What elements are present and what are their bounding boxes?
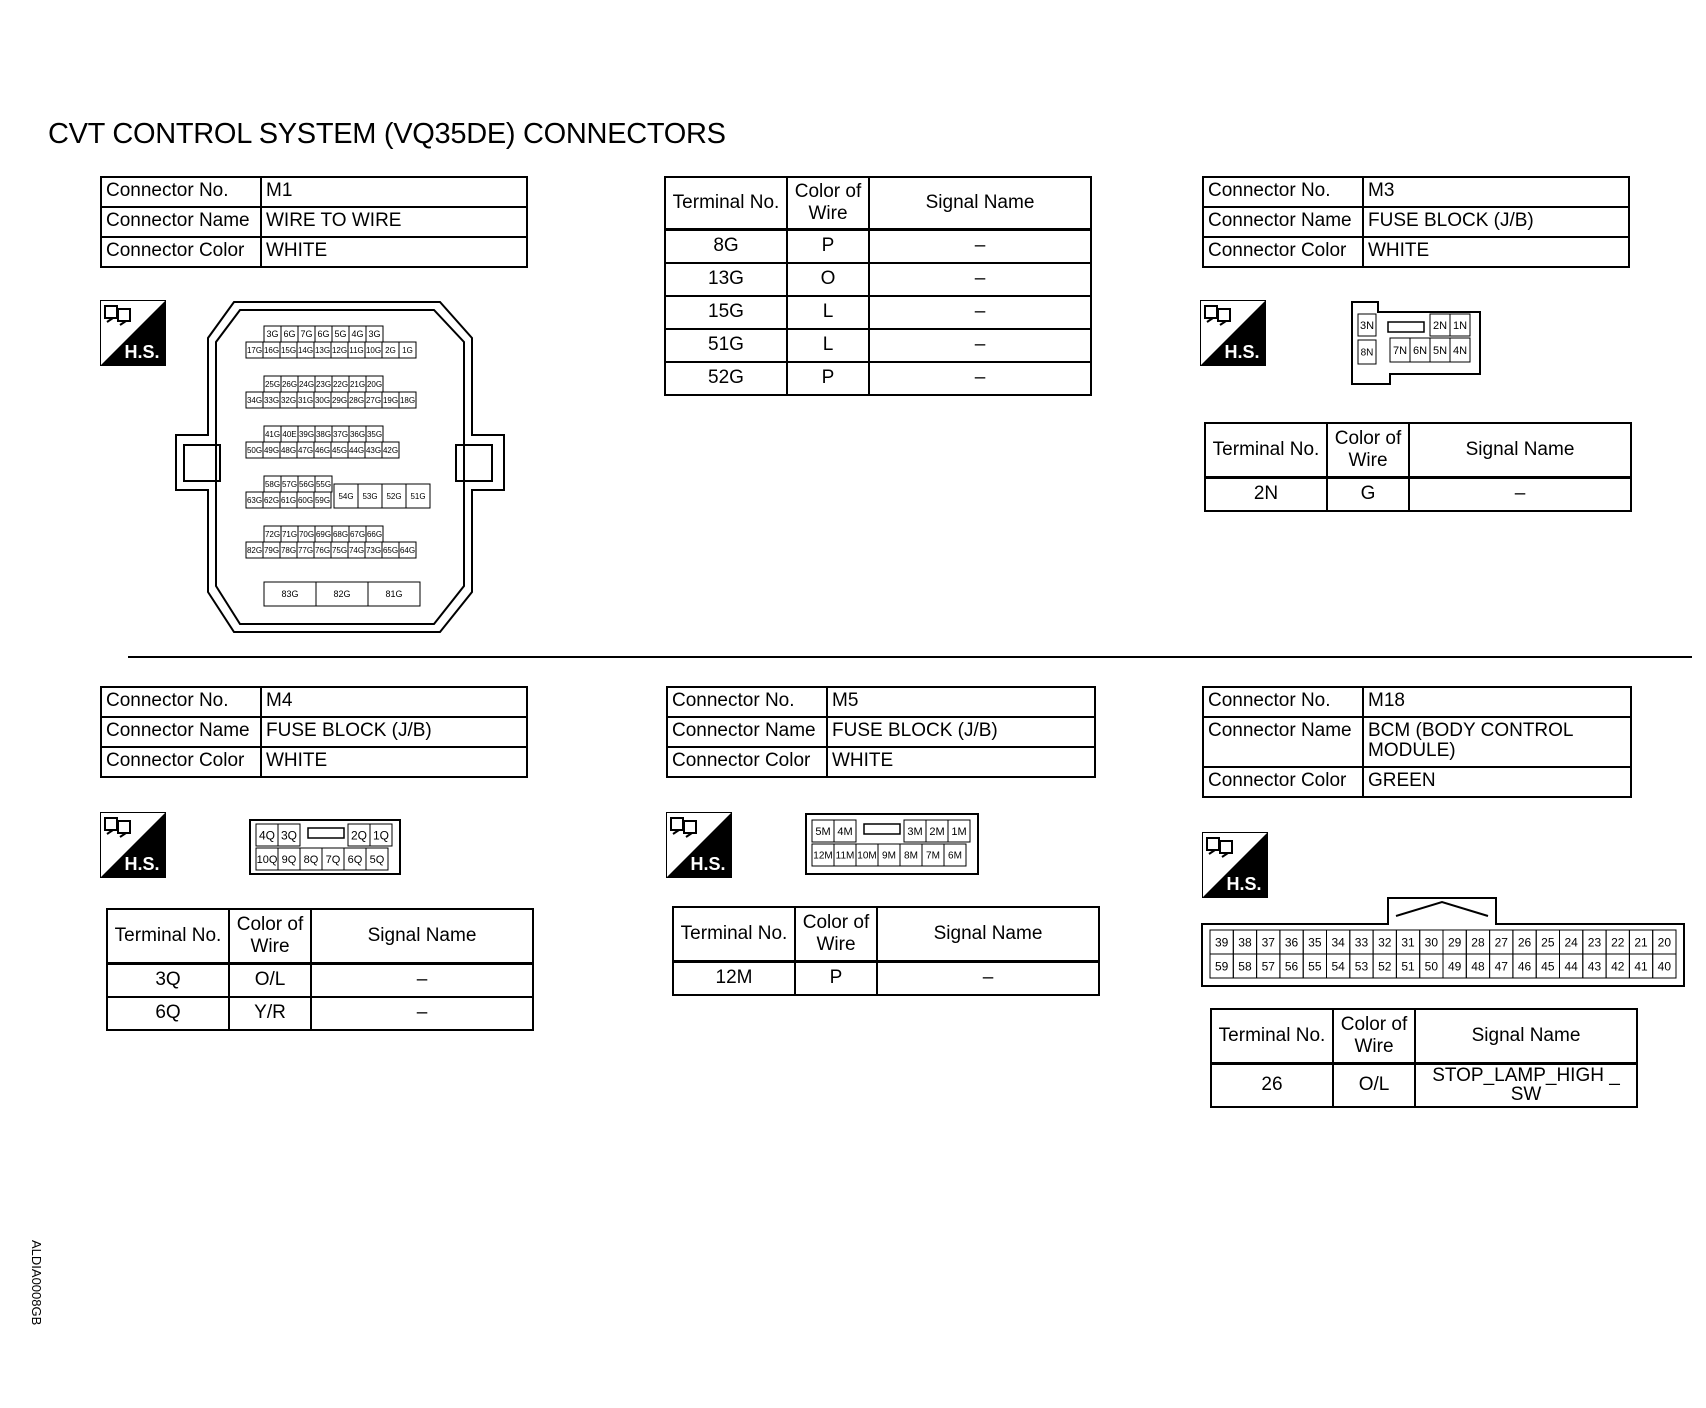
wire-color: O/L xyxy=(229,963,311,997)
pin-label: 27 xyxy=(1494,935,1508,950)
header-color-of-wire: Color of Wire xyxy=(1333,1009,1415,1063)
pin-label: 55G xyxy=(315,479,332,489)
pin-label: 33 xyxy=(1354,935,1369,950)
pin-label: 47G xyxy=(297,445,314,455)
pin-label: 22 xyxy=(1611,935,1625,950)
hs-label: H.S. xyxy=(124,854,160,874)
pin-label: 67G xyxy=(349,529,366,539)
pin-label: 54G xyxy=(338,491,354,501)
table-row xyxy=(665,296,1091,329)
pin-label: 6G xyxy=(317,329,330,340)
label-connector-no: Connector No. xyxy=(101,687,261,717)
pin-label: 4Q xyxy=(258,828,276,843)
pin-label: 58G xyxy=(264,479,281,489)
pin-label: 1M xyxy=(951,825,967,838)
pin-label: 53G xyxy=(362,491,378,501)
connector-info-m5 xyxy=(666,686,1096,778)
wire-color: L xyxy=(787,296,869,329)
connector-face-m5 xyxy=(804,812,980,876)
terminal-no: 6Q xyxy=(107,997,229,1030)
pin-label: 64G xyxy=(399,545,416,555)
wire-color: Y/R xyxy=(229,997,311,1030)
header-signal-name: Signal Name xyxy=(311,909,533,963)
pin-label: 82G xyxy=(333,589,351,600)
pin-label: 27G xyxy=(365,395,382,405)
hs-label: H.S. xyxy=(1226,874,1262,894)
pin-label: 59G xyxy=(314,495,331,505)
connector-info-m1 xyxy=(100,176,528,268)
label-connector-name: Connector Name xyxy=(667,717,827,747)
connector-no-value: M3 xyxy=(1363,177,1629,207)
pin-label: 8N xyxy=(1360,347,1374,359)
pin-label: 57 xyxy=(1261,959,1275,974)
pin-label: 7N xyxy=(1392,344,1408,357)
pin-label: 21G xyxy=(349,379,366,389)
pin-label: 5M xyxy=(815,825,831,838)
pin-label: 20G xyxy=(366,379,383,389)
pin-label: 46 xyxy=(1517,959,1532,974)
pin-label: 58 xyxy=(1238,959,1252,974)
connector-no-value: M18 xyxy=(1363,687,1631,717)
pin-label: 23G xyxy=(315,379,332,389)
pin-label: 36G xyxy=(349,429,366,439)
pin-label: 81G xyxy=(385,589,403,600)
pin-label: 29G xyxy=(331,395,348,405)
terminal-no: 2N xyxy=(1205,477,1327,511)
pin-label: 26G xyxy=(281,379,298,389)
pin-label: 12M xyxy=(813,850,833,862)
header-terminal-no: Terminal No. xyxy=(107,909,229,963)
pin-label: 6N xyxy=(1412,344,1428,357)
signal-name: – xyxy=(877,961,1099,995)
pin-label: 45G xyxy=(331,445,348,455)
pin-label: 41G xyxy=(264,429,281,439)
header-signal-name: Signal Name xyxy=(869,177,1091,229)
pin-label: 29 xyxy=(1447,935,1462,950)
pin-label: 38G xyxy=(315,429,332,439)
header-color-of-wire: Color of Wire xyxy=(795,907,877,961)
connector-face-m1 xyxy=(172,300,512,636)
pin-label: 36 xyxy=(1284,935,1299,950)
signal-name: – xyxy=(869,329,1091,362)
pin-label: 24G xyxy=(298,379,315,389)
connector-no-value: M5 xyxy=(827,687,1095,717)
label-connector-no: Connector No. xyxy=(1203,687,1363,717)
pin-label: 74G xyxy=(348,545,365,555)
pin-label: 28 xyxy=(1471,935,1485,950)
terminal-no: 12M xyxy=(673,961,795,995)
pin-label: 47 xyxy=(1494,959,1508,974)
pin-label: 37 xyxy=(1261,935,1275,950)
pin-label: 3N xyxy=(1359,319,1375,332)
header-color-of-wire: Color of Wire xyxy=(787,177,869,229)
pin-label: 1N xyxy=(1452,319,1468,332)
pin-label: 4N xyxy=(1452,344,1468,357)
pin-label: 37G xyxy=(332,429,349,439)
pin-label: 44G xyxy=(348,445,365,455)
wire-color: P xyxy=(795,961,877,995)
header-terminal-no: Terminal No. xyxy=(665,177,787,229)
pin-label: 2M xyxy=(929,825,945,838)
pin-label: 55 xyxy=(1308,959,1322,974)
hs-label: H.S. xyxy=(124,342,160,362)
header-signal-name: Signal Name xyxy=(1409,423,1631,477)
pin-label: 10Q xyxy=(256,853,278,866)
pin-label: 3G xyxy=(368,329,381,340)
wire-color: O/L xyxy=(1333,1063,1415,1107)
header-terminal-no: Terminal No. xyxy=(1205,423,1327,477)
terminal-no: 3Q xyxy=(107,963,229,997)
pin-label: 7M xyxy=(926,850,940,862)
signal-name: – xyxy=(869,229,1091,263)
pin-label: 23 xyxy=(1587,935,1602,950)
pin-label: 51G xyxy=(410,491,426,501)
signal-name: – xyxy=(1409,477,1631,511)
connector-name-value: FUSE BLOCK (J/B) xyxy=(827,717,1095,747)
table-row xyxy=(1211,1063,1637,1107)
pin-label: 10M xyxy=(857,850,877,862)
pin-label: 15G xyxy=(280,345,297,355)
pin-label: 34 xyxy=(1331,935,1345,950)
pin-label: 30G xyxy=(314,395,331,405)
pin-label: 8Q xyxy=(303,853,319,866)
pin-label: 3Q xyxy=(280,828,298,843)
label-connector-color: Connector Color xyxy=(101,747,261,777)
pin-label: 79G xyxy=(263,545,280,555)
pin-label: 42G xyxy=(382,445,399,455)
table-row xyxy=(107,963,533,997)
pin-label: 30 xyxy=(1424,935,1439,950)
header-terminal-no: Terminal No. xyxy=(1211,1009,1333,1063)
terminal-table-m4 xyxy=(106,908,534,1031)
pin-label: 6G xyxy=(283,329,296,340)
signal-name: STOP_LAMP_HIGH _ SW xyxy=(1415,1063,1637,1107)
wire-color: P xyxy=(787,229,869,263)
pin-label: 6Q xyxy=(347,853,363,866)
pin-label: 10G xyxy=(365,345,382,355)
connector-face-m4 xyxy=(248,818,402,876)
pin-label: 12G xyxy=(331,345,348,355)
header-signal-name: Signal Name xyxy=(1415,1009,1637,1063)
connector-name-value: WIRE TO WIRE xyxy=(261,207,527,237)
wire-color: G xyxy=(1327,477,1409,511)
pin-label: 59 xyxy=(1214,959,1229,974)
pin-label: 51 xyxy=(1401,959,1415,974)
pin-label: 41 xyxy=(1634,959,1648,974)
pin-label: 48G xyxy=(280,445,297,455)
hs-icon xyxy=(1200,300,1266,366)
pin-label: 35G xyxy=(366,429,383,439)
connector-name-value: FUSE BLOCK (J/B) xyxy=(1363,207,1629,237)
wire-color: O xyxy=(787,263,869,296)
pin-label: 77G xyxy=(297,545,314,555)
pin-label: 22G xyxy=(332,379,349,389)
signal-name: – xyxy=(311,963,533,997)
page-title: CVT CONTROL SYSTEM (VQ35DE) CONNECTORS xyxy=(48,118,726,150)
pin-label: 73G xyxy=(365,545,382,555)
pin-label: 3G xyxy=(266,329,279,340)
signal-name: – xyxy=(869,263,1091,296)
pin-label: 31 xyxy=(1401,935,1415,950)
pin-label: 6M xyxy=(948,850,962,862)
pin-label: 52 xyxy=(1378,959,1392,974)
pin-label: 4G xyxy=(351,329,364,340)
pin-label: 49G xyxy=(263,445,280,455)
pin-label: 45 xyxy=(1541,959,1555,974)
header-color-of-wire: Color of Wire xyxy=(1327,423,1409,477)
pin-label: 33G xyxy=(263,395,280,405)
wire-color: L xyxy=(787,329,869,362)
signal-name: – xyxy=(869,296,1091,329)
pin-label: 60G xyxy=(297,495,314,505)
pin-label: 39G xyxy=(298,429,315,439)
pin-label: 72G xyxy=(264,529,281,539)
pin-label: 18G xyxy=(399,395,416,405)
pin-label: 46G xyxy=(314,445,331,455)
pin-label: 76G xyxy=(314,545,331,555)
pin-label: 2N xyxy=(1432,319,1448,332)
pin-label: 43 xyxy=(1587,959,1602,974)
pin-label: 35 xyxy=(1308,935,1322,950)
connector-face-m18 xyxy=(1200,896,1686,988)
terminal-table-m18 xyxy=(1210,1008,1638,1108)
pin-label: 9Q xyxy=(281,853,297,866)
pin-label: 78G xyxy=(280,545,297,555)
table-row xyxy=(665,263,1091,296)
label-connector-name: Connector Name xyxy=(101,717,261,747)
pin-label: 57G xyxy=(281,479,298,489)
label-connector-name: Connector Name xyxy=(1203,717,1363,767)
hs-icon xyxy=(100,812,166,878)
wire-color: P xyxy=(787,362,869,395)
pin-label: 17G xyxy=(246,345,263,355)
pin-label: 3M xyxy=(907,825,923,838)
pin-label: 40 xyxy=(1657,959,1672,974)
connector-no-value: M4 xyxy=(261,687,527,717)
pin-label: 75G xyxy=(331,545,348,555)
label-connector-no: Connector No. xyxy=(1203,177,1363,207)
label-connector-color: Connector Color xyxy=(1203,767,1363,797)
document-code: ALDIA0008GB xyxy=(29,1240,44,1326)
terminal-no: 26 xyxy=(1211,1063,1333,1107)
connector-no-value: M1 xyxy=(261,177,527,207)
pin-label: 14G xyxy=(297,345,314,355)
pin-label: 56 xyxy=(1284,959,1299,974)
pin-label: 82G xyxy=(246,545,263,555)
pin-label: 11M xyxy=(835,850,855,862)
label-connector-no: Connector No. xyxy=(101,177,261,207)
pin-label: 62G xyxy=(263,495,280,505)
connector-info-m4 xyxy=(100,686,528,778)
connector-color-value: WHITE xyxy=(827,747,1095,777)
header-terminal-no: Terminal No. xyxy=(673,907,795,961)
pin-label: 5N xyxy=(1432,344,1448,357)
connector-name-value: FUSE BLOCK (J/B) xyxy=(261,717,527,747)
connector-name-value: BCM (BODY CONTROL MODULE) xyxy=(1363,717,1631,767)
pin-label: 4M xyxy=(837,825,853,838)
terminal-no: 15G xyxy=(665,296,787,329)
terminal-table-m1 xyxy=(664,176,1092,396)
pin-label: 43G xyxy=(365,445,382,455)
pin-label: 52G xyxy=(386,491,402,501)
connector-color-value: WHITE xyxy=(261,747,527,777)
section-divider xyxy=(128,656,1692,658)
pin-label: 38 xyxy=(1238,935,1252,950)
pin-label: 1Q xyxy=(372,828,390,843)
connector-color-value: GREEN xyxy=(1363,767,1631,797)
connector-color-value: WHITE xyxy=(1363,237,1629,267)
pin-label: 28G xyxy=(348,395,365,405)
terminal-no: 51G xyxy=(665,329,787,362)
pin-label: 32 xyxy=(1378,935,1392,950)
connector-face-m3 xyxy=(1350,300,1484,386)
table-row xyxy=(1205,477,1631,511)
pin-label: 13G xyxy=(314,345,331,355)
hs-icon xyxy=(1202,832,1268,898)
pin-label: 61G xyxy=(280,495,297,505)
pin-label: 25 xyxy=(1541,935,1555,950)
pin-label: 32G xyxy=(280,395,297,405)
pin-label: 8M xyxy=(904,850,918,862)
terminal-no: 52G xyxy=(665,362,787,395)
pin-label: 16G xyxy=(263,345,280,355)
pin-label: 50G xyxy=(246,445,263,455)
label-connector-no: Connector No. xyxy=(667,687,827,717)
pin-label: 42 xyxy=(1611,959,1625,974)
pin-label: 48 xyxy=(1471,959,1485,974)
terminal-no: 13G xyxy=(665,263,787,296)
pin-label: 1G xyxy=(402,345,413,355)
hs-label: H.S. xyxy=(690,854,726,874)
hs-label: H.S. xyxy=(1224,342,1260,362)
pin-label: 11G xyxy=(349,345,364,355)
pin-label: 7Q xyxy=(325,853,341,866)
table-row xyxy=(107,997,533,1030)
table-row xyxy=(665,362,1091,395)
label-connector-name: Connector Name xyxy=(101,207,261,237)
pin-label: 39 xyxy=(1214,935,1229,950)
pin-label: 66G xyxy=(366,529,383,539)
pin-label: 34G xyxy=(246,395,263,405)
pin-label: 2Q xyxy=(350,828,368,843)
pin-label: 20 xyxy=(1657,935,1672,950)
pin-label: 49 xyxy=(1447,959,1462,974)
pin-label: 44 xyxy=(1564,959,1578,974)
pin-label: 71G xyxy=(281,529,298,539)
pin-label: 40E xyxy=(282,429,297,439)
pin-label: 56G xyxy=(298,479,315,489)
connector-color-value: WHITE xyxy=(261,237,527,267)
pin-label: 9M xyxy=(882,850,896,862)
terminal-table-m3 xyxy=(1204,422,1632,512)
pin-label: 54 xyxy=(1331,959,1345,974)
pin-label: 69G xyxy=(315,529,332,539)
connector-info-m3 xyxy=(1202,176,1630,268)
table-row xyxy=(673,961,1099,995)
table-row xyxy=(665,329,1091,362)
pin-label: 63G xyxy=(246,495,263,505)
pin-label: 70G xyxy=(298,529,315,539)
hs-icon xyxy=(100,300,166,366)
terminal-no: 8G xyxy=(665,229,787,263)
pin-label: 24 xyxy=(1564,935,1578,950)
pin-label: 7G xyxy=(300,329,313,340)
pin-label: 53 xyxy=(1354,959,1369,974)
header-signal-name: Signal Name xyxy=(877,907,1099,961)
pin-label: 19G xyxy=(382,395,399,405)
pin-label: 83G xyxy=(281,589,299,600)
pin-label: 25G xyxy=(264,379,281,389)
signal-name: – xyxy=(869,362,1091,395)
connector-info-m18 xyxy=(1202,686,1632,798)
label-connector-color: Connector Color xyxy=(667,747,827,777)
pin-label: 2G xyxy=(385,345,396,355)
pin-label: 21 xyxy=(1634,935,1648,950)
pin-label: 50 xyxy=(1424,959,1439,974)
header-color-of-wire: Color of Wire xyxy=(229,909,311,963)
signal-name: – xyxy=(311,997,533,1030)
terminal-table-m5 xyxy=(672,906,1100,996)
label-connector-color: Connector Color xyxy=(101,237,261,267)
table-row xyxy=(665,229,1091,263)
label-connector-color: Connector Color xyxy=(1203,237,1363,267)
pin-label: 68G xyxy=(332,529,349,539)
pin-label: 5Q xyxy=(369,853,385,866)
pin-label: 5G xyxy=(334,329,347,340)
pin-label: 31G xyxy=(297,395,314,405)
hs-icon xyxy=(666,812,732,878)
label-connector-name: Connector Name xyxy=(1203,207,1363,237)
pin-label: 65G xyxy=(382,545,399,555)
pin-label: 26 xyxy=(1517,935,1532,950)
